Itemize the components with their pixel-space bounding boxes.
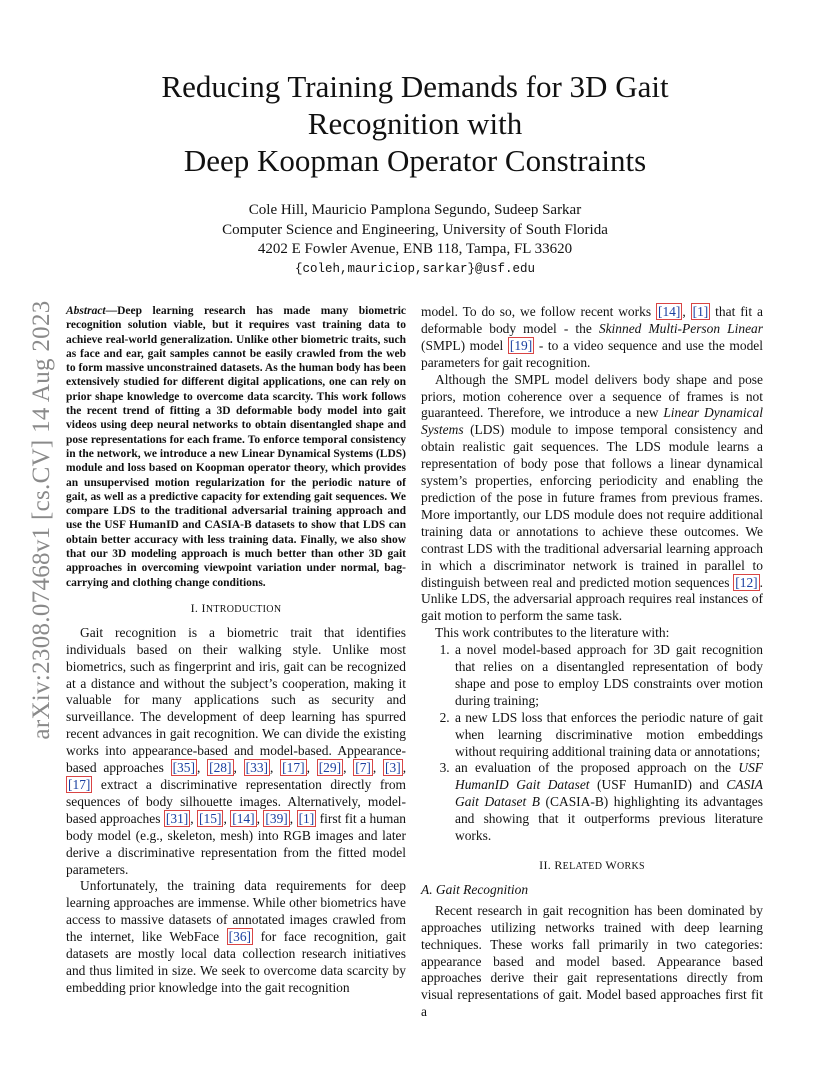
author-block xyxy=(110,201,720,279)
title-line: Reducing Training Demands for 3D Gait xyxy=(161,69,669,104)
text-run: first fit a human body model (e.g., skeleton, mesh) into RGB images and later derive a discriminative representation from the fitted model parameters. xyxy=(66,810,407,877)
citation-link[interactable]: [33] xyxy=(245,760,269,776)
text-run: CASIA Gait Dataset B xyxy=(455,777,763,810)
list-item: 1. a novel model-based approach for 3D gait recognition that relies on a disentangled representation of body shape and pose to employ LDS constraints over motion during training; xyxy=(453,642,763,710)
abstract xyxy=(66,304,406,590)
right-paragraph-1 xyxy=(421,304,763,372)
heading-text: II. R xyxy=(539,858,563,872)
right-paragraph-3: This work contributes to the literature with: xyxy=(435,625,670,641)
citation-link[interactable]: [7] xyxy=(355,760,371,776)
text-run: Gait recognition is a biometric trait that identifies individuals based on their walking style. Unlike most biometrics, such as fingerprint and iris, gait can be recognized at a distance and without the subject’s cooperation, making it valuable for many applications such as security and surveillance. The development of deep learning has spurred recent advances in gait recognition. We can divide the existing works into appearance-based and model-based. Appearance-based approaches xyxy=(66,624,406,776)
citation-link[interactable]: [17] xyxy=(282,760,305,776)
text-run: model. To do so, we follow recent works xyxy=(421,304,656,319)
text-run: Although the SMPL model delivers body shape and pose priors, motion coherence over a sequence of frames is not guaranteed. Therefore, we introduce a new xyxy=(421,371,763,421)
text-run: extract a discriminative representation directly from sequences of body silhouette images. Alternatively, model-based approaches xyxy=(66,777,406,826)
paper-title xyxy=(110,68,720,179)
citation-link[interactable]: [15] xyxy=(199,810,222,826)
abstract-lead: Abstract xyxy=(66,305,106,317)
affiliation: Computer Science and Engineering, University of South Florida xyxy=(222,221,608,238)
text-run: , xyxy=(256,810,264,826)
text-run: , xyxy=(270,760,281,776)
section-heading-related-works xyxy=(421,857,763,876)
text-run: (LDS) module to impose temporal consistency and obtain realistic gait sequences. The LDS module learns a representation of body pose that follows a linear dynamical system’s properties, enforcing periodicity and enabling the prediction of the pose in future frames from previous frames. More importantly, our LDS module does not require additional training data or annotations to achieve these outcomes. We contrast LDS with the traditional adversarial learning approach in which a discriminator network is trained in parallel to distinguish between real and predicted motion sequences xyxy=(421,422,763,590)
section-heading-introduction xyxy=(66,600,406,619)
left-column xyxy=(66,304,406,997)
author-names: Cole Hill, Mauricio Pamplona Segundo, Sudeep Sarkar xyxy=(248,202,582,218)
intro-paragraph-2 xyxy=(66,878,406,996)
text-run: USF HumanID Gait Dataset xyxy=(455,760,763,793)
citation-link[interactable]: [1] xyxy=(298,810,315,826)
citation-link[interactable]: [12] xyxy=(735,574,758,590)
text-run: (CASIA-B) highlighting its advantages and showing that it outperforms previous literature works. xyxy=(455,794,763,844)
text-run: , xyxy=(196,760,208,776)
citation-link[interactable]: [35] xyxy=(172,760,195,776)
arxiv-watermark xyxy=(22,280,62,760)
text-run: for face recognition, gait datasets are mostly local data collection research initiatives and thus limited in size. We seek to overcome data scarcity by embedding prior knowledge into the gait recognition xyxy=(66,929,406,995)
text-run: , xyxy=(343,760,354,776)
contributions-list xyxy=(421,642,763,845)
text-run: , xyxy=(289,810,297,826)
subsection-heading-gait-recognition: A. Gait Recognition xyxy=(421,881,529,897)
heading-text: I. I xyxy=(190,600,206,615)
citation-link[interactable]: [31] xyxy=(165,810,189,826)
title-line: Recognition with xyxy=(307,106,523,141)
text-run: (SMPL) model xyxy=(421,337,508,353)
text-run: Linear Dynamical Systems xyxy=(421,405,763,438)
text-run: that fit a deformable body model - the xyxy=(421,304,764,336)
citation-link[interactable]: [28] xyxy=(209,760,232,776)
text-run: Skinned Multi-Person Linear xyxy=(598,320,763,336)
citation-link[interactable]: [36] xyxy=(228,929,252,945)
citation-link[interactable]: [14] xyxy=(232,810,255,826)
heading-text: ORKS xyxy=(616,861,645,872)
citation-link[interactable]: [1] xyxy=(692,304,709,319)
text-run: , xyxy=(402,760,407,776)
text-run: an evaluation of the proposed approach on the xyxy=(455,760,739,776)
list-item: 2. a new LDS loss that enforces the periodic nature of gait when learning discriminative motion embeddings without requiring additional training data or annotations; xyxy=(453,710,763,761)
text-run: - to a video sequence and use the model parameters for gait recognition. xyxy=(421,337,764,370)
text-run: Unfortunately, the training data requirements for deep learning approaches are immense. While other biometrics have access to massive datasets of annotated images crawled from the internet, like WebFace xyxy=(66,878,406,945)
citation-link[interactable]: [29] xyxy=(318,760,342,776)
emails: {coleh,mauriciop,sarkar}@usf.edu xyxy=(294,261,536,276)
text-run: , xyxy=(682,304,691,319)
text-run: , xyxy=(306,760,317,776)
heading-text: ELATED xyxy=(562,861,603,872)
right-paragraph-2 xyxy=(421,372,763,626)
text-run: , xyxy=(372,760,384,776)
heading-text: W xyxy=(602,858,617,872)
citation-link[interactable]: [39] xyxy=(265,810,288,826)
arxiv-id: arXiv:2308.07468v1 [cs.CV] 14 Aug 2023 xyxy=(28,300,55,740)
list-item xyxy=(453,760,763,845)
heading-text: NTRODUCTION xyxy=(205,603,282,615)
citation-link[interactable]: [3] xyxy=(385,760,401,776)
citation-link[interactable]: [17] xyxy=(68,777,91,792)
text-run: , xyxy=(190,810,198,826)
text-run: . Unlike LDS, the adversarial approach requires real instances of gait motion to perform the same task. xyxy=(421,574,763,624)
title-line: Deep Koopman Operator Constraints xyxy=(183,143,647,178)
citation-link[interactable]: [14] xyxy=(657,304,681,319)
text-run: (USF HumanID) and xyxy=(589,777,727,793)
address: 4202 E Fowler Avenue, ENB 118, Tampa, FL 33620 xyxy=(257,241,573,257)
related-paragraph-1: Recent research in gait recognition has been dominated by approaches utilizing networks trained with deep learning techniques. These works fall primarily in two categories: appearance based and model based. Appearance based approaches derive their gait representations directly from visual representations of gait. Model based approaches first fit a xyxy=(421,902,763,1020)
abstract-text: —Deep learning research has made many biometric recognition solution viable, but it requires vast training data to achieve real-world generalization. Unlike other biometric traits, such as face and ear, gait samples cannot be easily crawled from the web to form massive unconstrained datasets. As the human body has been extensively studied for different digital applications, one can rely on prior shape knowledge to overcome data scarcity. This work follows the recent trend of fitting a 3D deformable body model into gait videos using deep neural networks to obtain disentangled shape and pose representations for each frame. To enforce temporal consistency in the network, we introduce a new Linear Dynamical Systems (LDS) module and loss based on Koopman operator theory, which provides an unsupervised motion regularization for the periodic nature of gait, as well as a predictive capacity for extending gait sequences. We compare LDS to the traditional adversarial training approach and use the USF HumanID and CASIA-B datasets to show that LDS can obtain better accuracy with less training data. Finally, we also show that our 3D modeling approach is much better than other 3D gait approaches in overcoming viewpoint variation under normal, bag-carrying and clothing change conditions. xyxy=(66,305,406,589)
text-run: , xyxy=(223,810,231,826)
intro-paragraph-1 xyxy=(66,625,406,879)
text-run: , xyxy=(233,760,244,776)
right-column xyxy=(421,304,763,1021)
citation-link[interactable]: [19] xyxy=(509,337,533,353)
